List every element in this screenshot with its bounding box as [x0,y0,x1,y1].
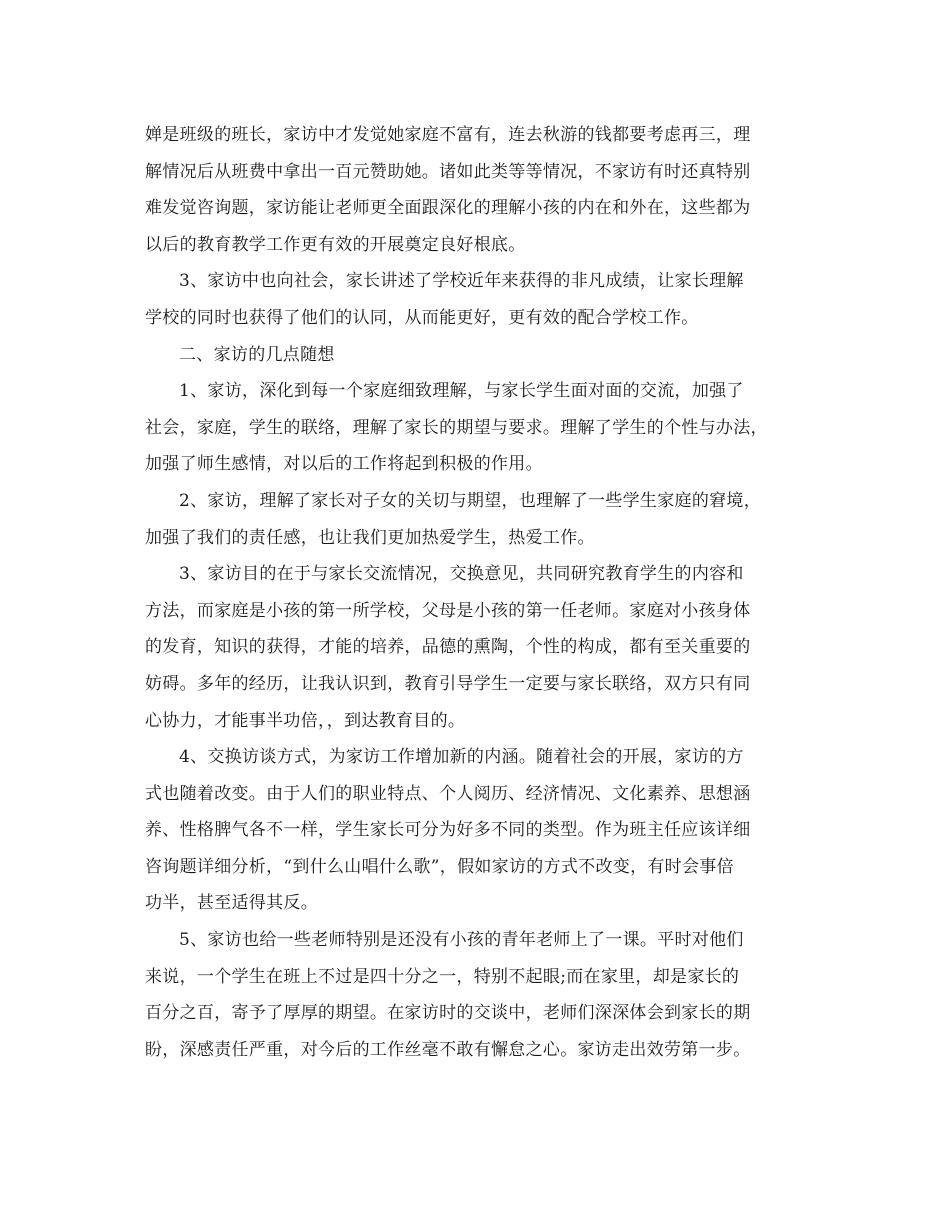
text-line: 婵是班级的班长，家访中才发觉她家庭不富有，连去秋游的钱都要考虑再三，理 [145,125,751,145]
text-line: 2、家访，理解了家长对子女的关切与期望，也理解了一些学生家庭的窘境， [179,490,762,511]
text-line: 来说，一个学生在班上不过是四十分之一，特别不起眼;而在家里，却是家长的 [145,966,740,987]
text-line: 以后的教育教学工作更有效的开展奠定良好根底。 [145,234,526,255]
text-line: 4、交换访谈方式，为家访工作增加新的内涵。随着社会的开展，家访的方 [179,747,744,768]
text-line: 1、家访，深化到每一个家庭细致理解，与家长学生面对面的交流，加强了 [179,381,744,402]
paragraph-1 [145,117,810,263]
text-line: 心协力，才能事半功倍，，到达教育目的。 [145,710,466,731]
document-body [145,117,810,1068]
text-line: 难发觉咨询题，家访能让老师更全面跟深化的理解小孩的内在和外在，这些都为 [145,198,751,219]
paragraph-4 [145,373,810,483]
text-line: 3、家访中也向社会，家长讲述了学校近年来获得的非凡成绩，让家长理解 [179,271,744,292]
text-line: 百分之百，寄予了厚厚的期望。在家访时的交谈中，老师们深深体会到家长的期 [145,1003,751,1024]
text-line: 加强了我们的责任感，也让我们更加热爱学生，热爱工作。 [145,527,595,548]
text-line: 盼，深感责任严重，对今后的工作丝毫不敢有懈怠之心。家访走出效劳第一步。 [145,1039,751,1060]
text-line: 妨碍。多年的经历，让我认识到，教育引导学生一定要与家长联络，双方只有同 [145,673,751,694]
paragraph-6 [145,556,810,739]
text-line: 社会，家庭，学生的联络，理解了家长的期望与要求。理解了学生的个性与办法， [145,417,768,438]
text-line: 解情况后从班费中拿出一百元赞助她。诸如此类等等情况，不家访有时还真特别 [145,161,751,182]
text-line: 咨询题详细分析，“到什么山唱什么歌”，假如家访的方式不改变，有时会事倍 [145,856,734,877]
paragraph-5 [145,483,810,556]
paragraph-7 [145,739,810,922]
paragraph-8 [145,922,810,1068]
text-line: 加强了师生感情，对以后的工作将起到积极的作用。 [145,454,543,475]
text-line: 二、家访的几点随想 [179,344,335,365]
text-line: 学校的同时也获得了他们的认同，从而能更好，更有效的配合学校工作。 [145,307,699,328]
text-line: 5、家访也给一些老师特别是还没有小孩的青年老师上了一课。平时对他们 [179,930,744,951]
text-line: 式也随着改变。由于人们的职业特点、个人阅历、经济情况、文化素养、思想涵 [145,783,751,804]
text-line: 的发育，知识的获得，才能的培养，品德的熏陶，个性的构成，都有至关重要的 [145,637,751,658]
text-line: 方法，而家庭是小孩的第一所学校，父母是小孩的第一任老师。家庭对小孩身体 [145,600,751,621]
text-line: 功半，甚至适得其反。 [145,893,318,914]
paragraph-2 [145,263,810,336]
text-line: 养、性格脾气各不一样，学生家长可分为好多不同的类型。作为班主任应该详细 [145,820,751,841]
text-line: 3、家访目的在于与家长交流情况，交换意见，共同研究教育学生的内容和 [179,564,744,585]
section-heading [145,337,810,374]
